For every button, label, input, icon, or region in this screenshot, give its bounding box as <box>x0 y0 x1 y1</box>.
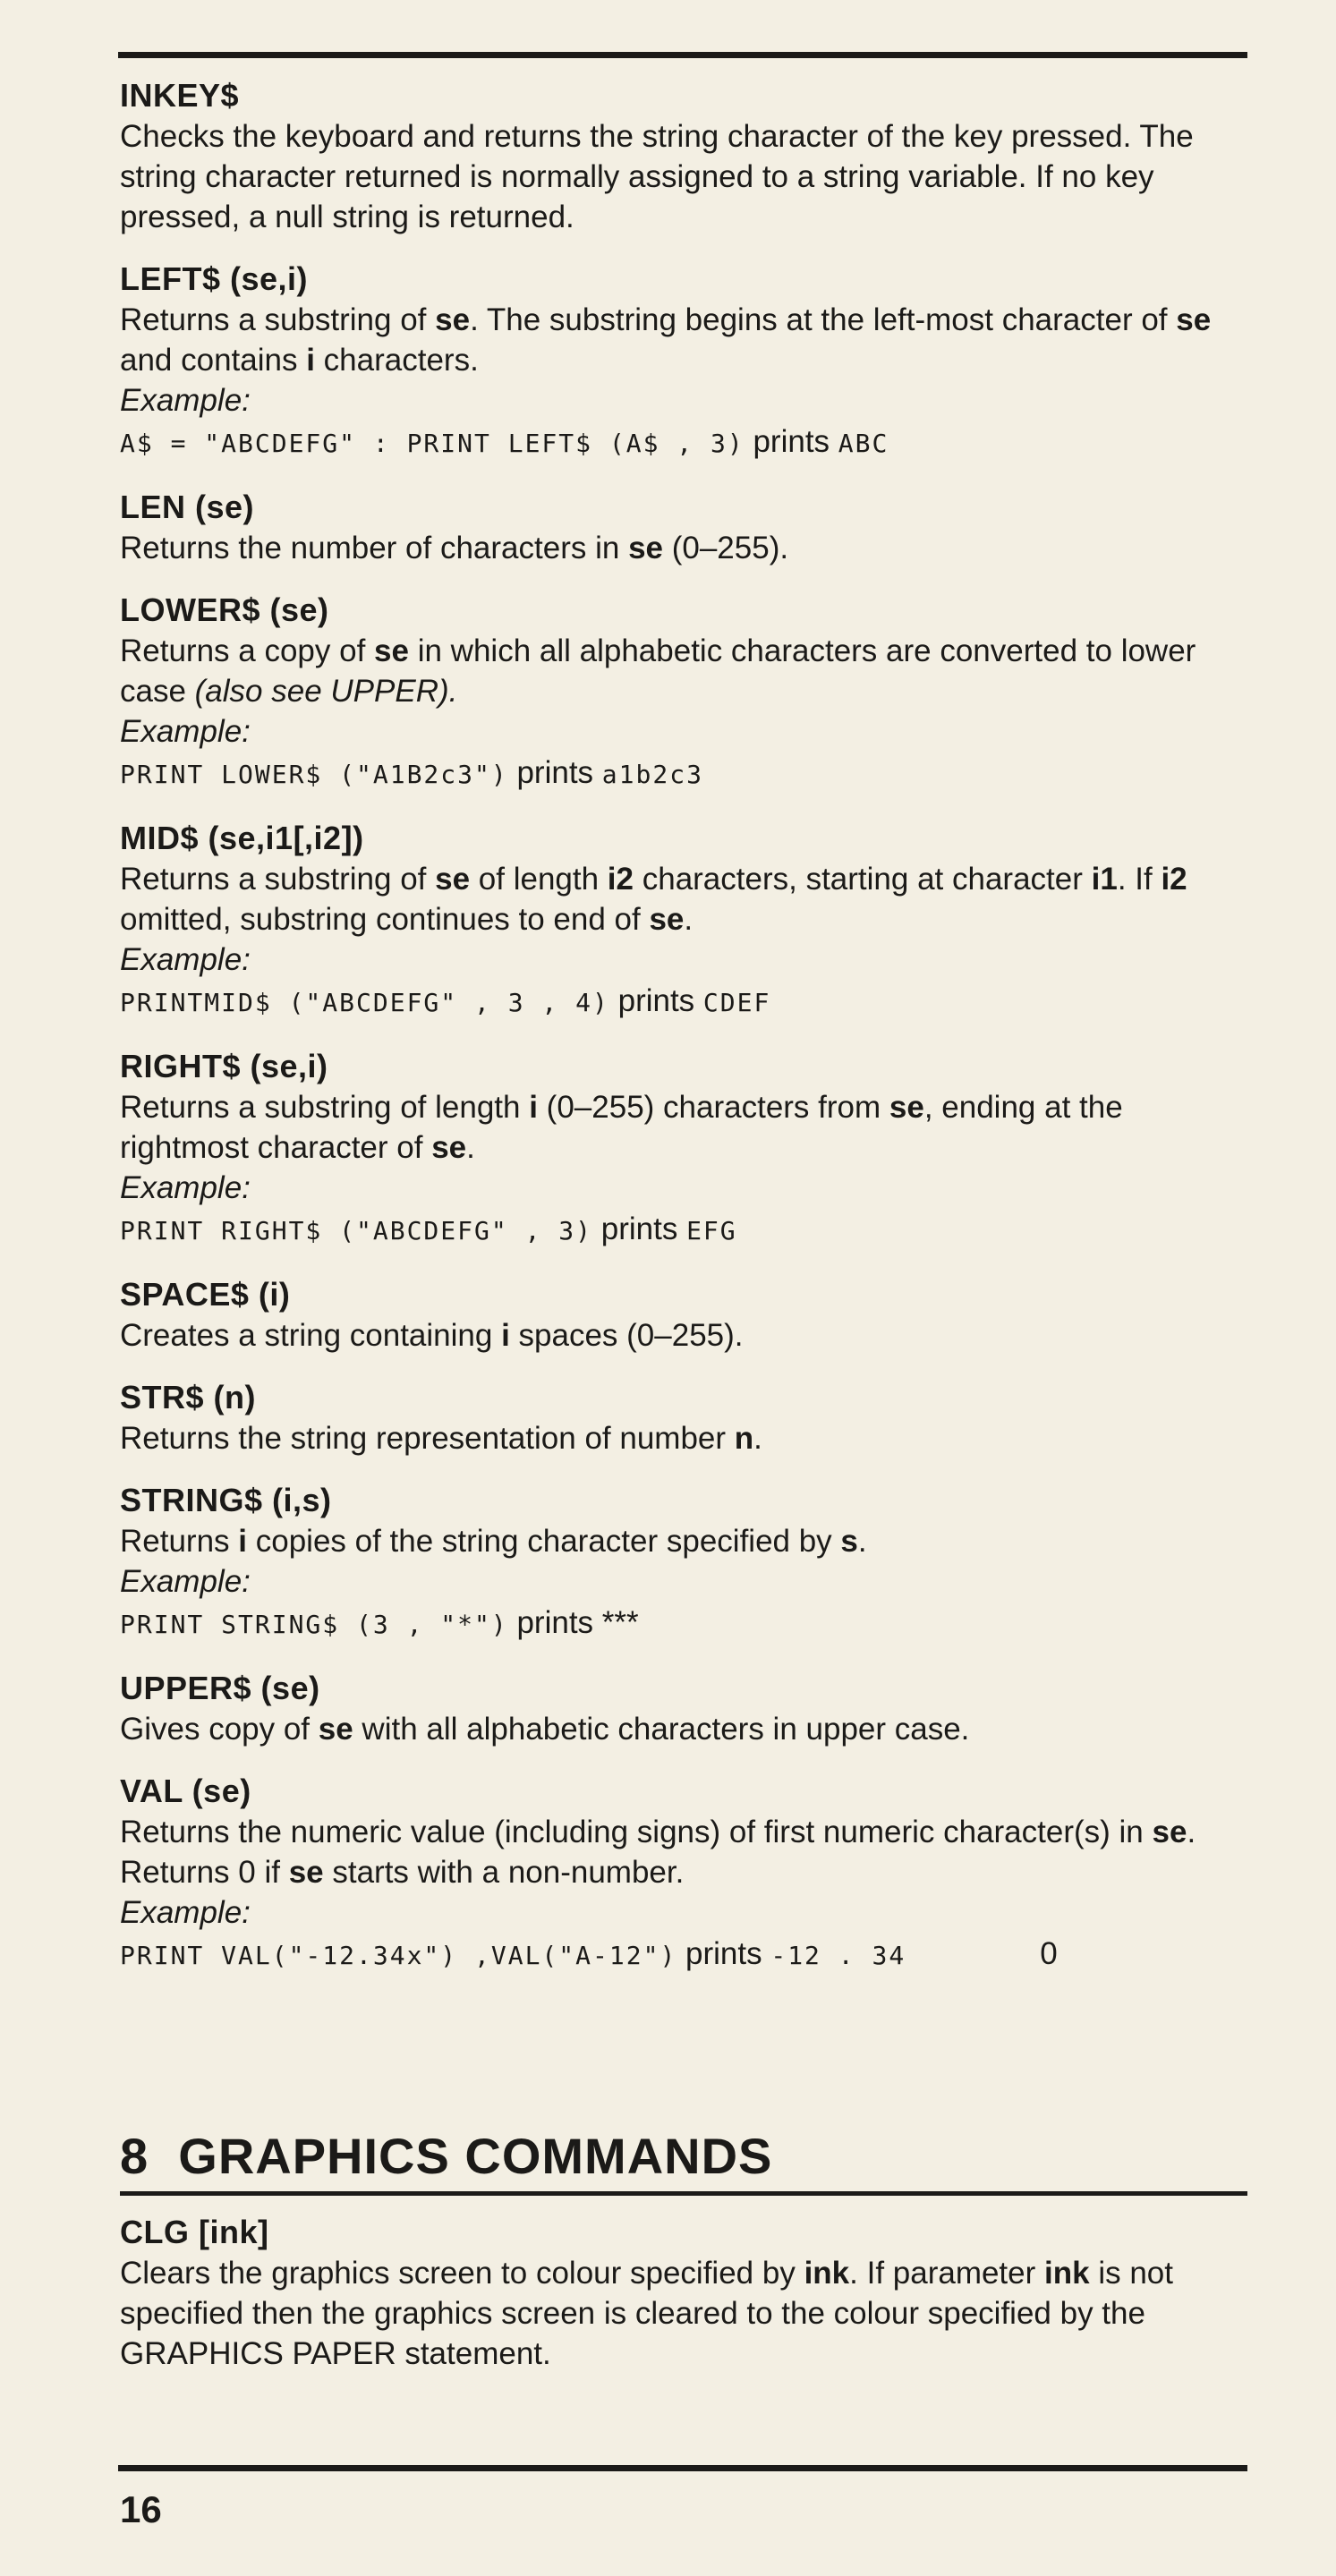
entry-title: LEFT$ (se,i) <box>120 260 309 297</box>
entry-val <box>120 1771 1247 1977</box>
example-second-result: 0 <box>1040 1936 1058 1971</box>
entry-title: LOWER$ (se) <box>120 591 329 628</box>
example-label: Example: <box>120 1895 251 1930</box>
example-code: PRINT RIGHT$ ("ABCDEFG" , 3) prints EFG <box>120 1211 737 1246</box>
entry-title: VAL (se) <box>120 1773 251 1809</box>
entry-title: INKEY$ <box>120 77 240 114</box>
entry-title: STRING$ (i,s) <box>120 1482 332 1518</box>
entry-lower <box>120 590 1247 796</box>
section-heading: 8 GRAPHICS COMMANDS <box>120 2125 1247 2196</box>
entry-description: Returns a copy of se in which all alphabetic characters are converted to lower case (also see UPPER). <box>120 633 1196 709</box>
entry-mid <box>120 818 1247 1024</box>
entry-inkey <box>120 75 1247 237</box>
entry-left <box>120 259 1247 465</box>
entry-description: Gives copy of se with all alphabetic characters in upper case. <box>120 1712 970 1747</box>
example-label: Example: <box>120 1564 251 1599</box>
entry-title: RIGHT$ (se,i) <box>120 1048 328 1084</box>
entry-title: SPACE$ (i) <box>120 1276 291 1313</box>
entry-title: LEN (se) <box>120 489 255 525</box>
example-code: A$ = "ABCDEFG" : PRINT LEFT$ (A$ , 3) prints ABC <box>120 424 889 459</box>
example-code: PRINT STRING$ (3 , "*") prints *** <box>120 1605 639 1640</box>
entry-str <box>120 1377 1247 1458</box>
entry-string <box>120 1480 1247 1646</box>
example-code: PRINT VAL("-12.34x") ,VAL("A-12") prints -12 . 34 0 <box>120 1936 1058 1971</box>
entry-title: UPPER$ (se) <box>120 1670 320 1706</box>
example-label: Example: <box>120 714 251 749</box>
entry-title: MID$ (se,i1[,i2]) <box>120 820 364 856</box>
example-label: Example: <box>120 942 251 977</box>
bottom-rule <box>118 2465 1247 2471</box>
entry-description: Returns the string representation of number n. <box>120 1421 762 1456</box>
entry-description: Returns i copies of the string character specified by s. <box>120 1524 867 1559</box>
entry-space <box>120 1274 1247 1356</box>
entry-description: Returns the numeric value (including signs) of first numeric character(s) in se. Returns 0 if se starts with a non-number. <box>120 1815 1196 1890</box>
entry-description: Clears the graphics screen to colour specified by ink. If parameter ink is not specified then the graphics screen is cleared to the colour specified by the GRAPHICS PAPER statement. <box>120 2256 1173 2371</box>
entry-title: STR$ (n) <box>120 1379 256 1416</box>
example-label: Example: <box>120 383 251 418</box>
entry-len <box>120 487 1247 568</box>
entry-description: Returns a substring of length i (0–255) characters from se, ending at the rightmost character of se. <box>120 1090 1123 1165</box>
example-label: Example: <box>120 1170 251 1205</box>
example-code: PRINT LOWER$ ("A1B2c3") prints a1b2c3 <box>120 755 703 790</box>
entry-upper <box>120 1668 1247 1749</box>
entry-description: Returns the number of characters in se (0–255). <box>120 531 789 565</box>
entry-description: Checks the keyboard and returns the string character of the key pressed. The string character returned is normally assigned to a string variable. If no key pressed, a null string is returned. <box>120 119 1194 234</box>
function-list <box>120 75 1247 1999</box>
top-rule <box>118 52 1247 58</box>
entry-clg <box>120 2212 1247 2374</box>
entry-description: Returns a substring of se. The substring begins at the left-most character of se and contains i characters. <box>120 302 1212 378</box>
entry-right <box>120 1046 1247 1253</box>
graphics-commands-section <box>120 2125 1247 2395</box>
entry-description: Creates a string containing i spaces (0–255). <box>120 1318 744 1353</box>
entry-description: Returns a substring of se of length i2 characters, starting at character i1. If i2 omitted, substring continues to end of se. <box>120 862 1187 937</box>
entry-title: CLG [ink] <box>120 2214 269 2250</box>
example-code: PRINTMID$ ("ABCDEFG" , 3 , 4) prints CDEF <box>120 983 771 1018</box>
page-number: 16 <box>120 2488 162 2530</box>
